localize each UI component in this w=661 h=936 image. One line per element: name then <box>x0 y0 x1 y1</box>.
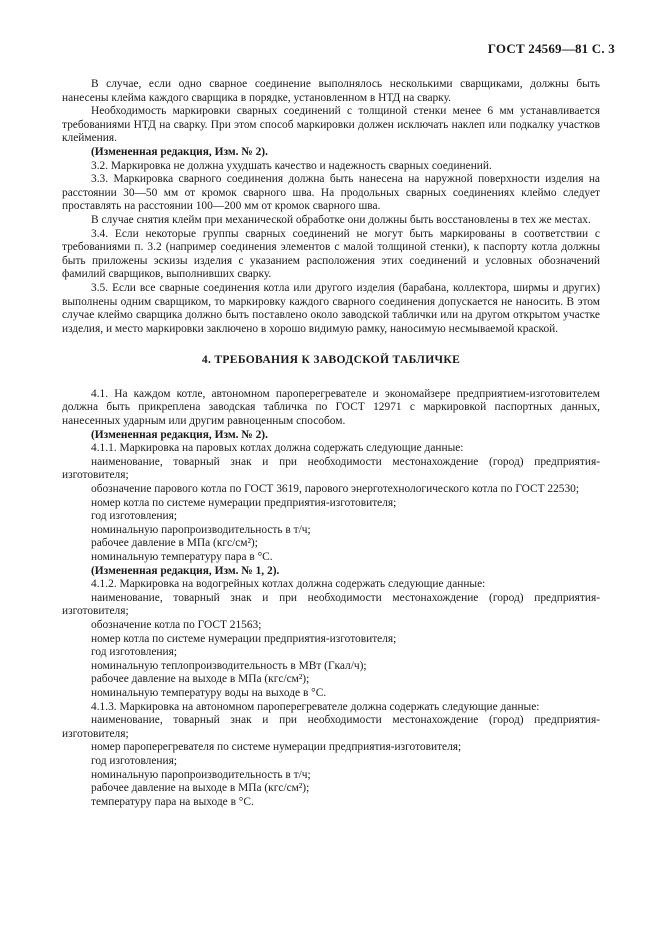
amendment-note: (Измененная редакция, Изм. № 1, 2). <box>91 564 280 577</box>
paragraph: 3.5. Если все сварные соединения котла или другого изделия (барабана, коллектора, ширмы и других) выполнены одним сварщиком, то маркировку каждого сварного соединения допускается не наносить. В этом случае клеймо сварщика должно быть поставлено около заводской таблички или на другом открытом участке изделия, и место маркировки заключено в хорошо видимую рамку, наносимую несмываемой краской. <box>62 281 600 335</box>
section-title: 4. ТРЕБОВАНИЯ К ЗАВОДСКОЙ ТАБЛИЧКЕ <box>201 353 461 367</box>
amendment-note: (Измененная редакция, Изм. № 2). <box>91 428 268 441</box>
paragraph: 3.4. Если некоторые группы сварных соединений не могут быть маркированы в соответствии с требованиями п. 3.2 (например соединения элементов с малой толщиной стенки), к паспорту котла должны быть приложены эскизы изделия с указанием расположения этих соединений и условных обозначений фамилий сварщиков, выполнивших сварку. <box>62 227 600 281</box>
paragraph: номер пароперегревателя по системе нумерации предприятия-изготовителя; <box>91 741 462 754</box>
paragraph: год изготовления; <box>91 754 178 767</box>
paragraph: рабочее давление на выходе в МПа (кгс/см²); <box>91 673 310 686</box>
paragraph: номинальную паропроизводительность в т/ч; <box>91 768 311 781</box>
paragraph: наименование, товарный знак и при необходимости местонахождение (город) предприятия-изготовителя; <box>62 455 600 482</box>
paragraph: обозначение парового котла по ГОСТ 3619, парового энерготехнологического котла по ГОСТ 22530; <box>91 483 580 496</box>
paragraph: год изготовления; <box>91 510 178 523</box>
paragraph: номер котла по системе нумерации предприятия-изготовителя; <box>91 632 397 645</box>
paragraph: год изготовления; <box>91 646 178 659</box>
amendment-note: (Измененная редакция, Изм. № 2). <box>91 145 268 158</box>
page-header: ГОСТ 24569—81 С. 3 <box>487 41 615 56</box>
paragraph: номинальную паропроизводительность в т/ч; <box>91 523 311 536</box>
paragraph: 3.2. Маркировка не должна ухудшать качество и надежность сварных соединений. <box>91 159 492 172</box>
paragraph: 4.1.3. Маркировка на автономном пароперегревателе должна содержать следующие данные: <box>91 700 540 713</box>
paragraph: 4.1.2. Маркировка на водогрейных котлах должна содержать следующие данные: <box>91 578 486 591</box>
section-4-content <box>62 388 600 809</box>
paragraph: номинальную теплопроизводительность в МВт (Гкал/ч); <box>91 659 367 672</box>
paragraph: 4.1.1. Маркировка на паровых котлах должна содержать следующие данные: <box>91 442 464 455</box>
document-body <box>62 78 600 809</box>
section-3-content <box>62 78 600 336</box>
paragraph: обозначение котла по ГОСТ 21563; <box>91 618 262 631</box>
paragraph: температуру пара на выходе в °С. <box>91 795 254 808</box>
paragraph: номинальную температуру пара в °С. <box>91 551 273 563</box>
paragraph: 4.1. На каждом котле, автономном пароперегревателе и экономайзере предприятием-изготовителем должна быть прикреплена заводская табличка по ГОСТ 12971 с маркировкой паспортных данных, нанесенных ударным или другим равноценным способом. <box>62 387 600 428</box>
paragraph: рабочее давление в МПа (кгс/см²); <box>91 537 258 550</box>
paragraph: рабочее давление на выходе в МПа (кгс/см²); <box>91 782 310 795</box>
paragraph: номинальную температуру воды на выходе в °С. <box>91 686 327 699</box>
paragraph: 3.3. Маркировка сварного соединения должна быть нанесена на наружной поверхности изделия на расстоянии 30—50 мм от кромок сварного шва. На продольных сварных соединениях клеймо следует проставлять на расстоянии 100—200 мм от кромок сварного шва. <box>62 173 600 213</box>
paragraph: В случае снятия клейм при механической обработке они должны быть восстановлены в тех же местах. <box>91 213 591 226</box>
paragraph: наименование, товарный знак и при необходимости местонахождение (город) предприятия-изготовителя; <box>62 714 600 740</box>
paragraph: Необходимость маркировки сварных соединений с толщиной стенки менее 6 мм устанавливается требованиями НТД на сварку. При этом способ маркировки должен исключать наклеп или подкалку участков клеймения. <box>62 105 600 145</box>
paragraph: номер котла по системе нумерации предприятия-изготовителя; <box>91 496 397 509</box>
paragraph: В случае, если одно сварное соединение выполнялось несколькими сварщиками, должны быть нанесены клейма каждого сварщика в порядке, установленном в НТД на сварку. <box>62 78 600 104</box>
paragraph: наименование, товарный знак и при необходимости местонахождение (город) предприятия-изготовителя; <box>62 591 600 618</box>
